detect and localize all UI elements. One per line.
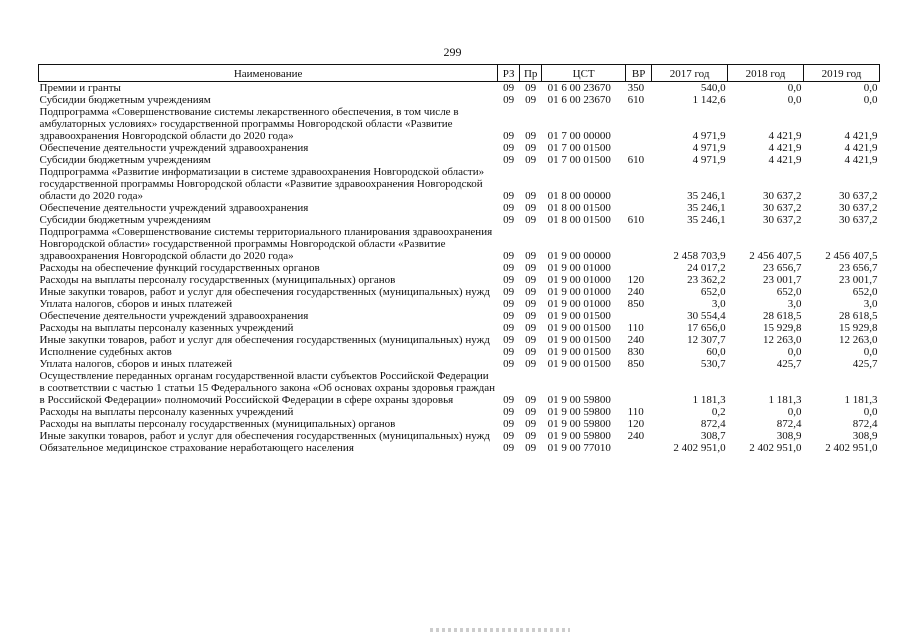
cell-pr: 09	[525, 298, 537, 310]
cell-pr: 09	[525, 310, 537, 322]
cell-rz: 09	[503, 298, 515, 310]
cell-2019: 28 618,5	[839, 310, 878, 322]
cell-2019: 4 421,9	[844, 130, 878, 142]
cell-name: Уплата налогов, сборов и иных платежей	[39, 298, 233, 310]
cell-rz: 09	[503, 142, 515, 154]
cell-2018: 2 456 407,5	[749, 250, 802, 262]
cell-2018: 425,7	[776, 358, 802, 370]
cell-pr: 09	[525, 262, 537, 274]
cell-name: Подпрограмма «Совершенствование системы территориального планирования здравоохранения Новгородской области» государственной программы Новгородской области «Развитие здравоохранения Новгородской области до 2020 года»	[39, 226, 493, 262]
cell-rz: 09	[503, 418, 515, 430]
cell-2017: 35 246,1	[687, 190, 726, 202]
cell-2019: 4 421,9	[844, 154, 878, 166]
header-name: Наименование	[39, 65, 498, 82]
cell-cst: 01 8 00 01500	[547, 202, 611, 214]
cell-2018: 1 181,3	[768, 394, 802, 406]
cell-2017: 4 971,9	[692, 142, 726, 154]
cell-rz: 09	[503, 286, 515, 298]
cell-2017: 3,0	[711, 298, 726, 310]
cell-rz: 09	[503, 262, 515, 274]
header-2019: 2019 год	[804, 65, 880, 82]
cell-vr	[626, 226, 652, 262]
cell-2018: 652,0	[776, 286, 802, 298]
cell-vr	[626, 442, 652, 454]
table-row	[39, 262, 880, 274]
cell-2018: 0,0	[787, 346, 802, 358]
cell-vr: 240	[627, 430, 645, 442]
cell-2019: 30 637,2	[839, 190, 878, 202]
table-row	[39, 418, 880, 430]
cell-name: Подпрограмма «Совершенствование системы лекарственного обеспечения, в том числе в амбулаторных условиях» государственной программы Новгородской области «Развитие здравоохранения Новгородской области до 2020 года»	[39, 106, 459, 142]
cell-2017: 872,4	[700, 418, 726, 430]
table-row	[39, 82, 880, 95]
cell-2018: 2 402 951,0	[749, 442, 802, 454]
cell-vr: 830	[627, 346, 645, 358]
cell-name: Обеспечение деятельности учреждений здравоохранения	[39, 142, 309, 154]
cell-pr: 09	[525, 430, 537, 442]
cell-vr: 610	[627, 154, 645, 166]
cell-pr: 09	[525, 322, 537, 334]
header-vr: ВР	[626, 65, 652, 82]
table-row	[39, 142, 880, 154]
cell-vr	[626, 202, 652, 214]
table-row	[39, 442, 880, 454]
cell-pr: 09	[525, 442, 537, 454]
cell-2017: 30 554,4	[687, 310, 726, 322]
cell-name: Обеспечение деятельности учреждений здравоохранения	[39, 310, 309, 322]
page-number: 299	[443, 45, 462, 59]
cell-2019: 30 637,2	[839, 202, 878, 214]
cell-vr	[626, 106, 652, 142]
cell-vr: 120	[627, 274, 645, 286]
cell-cst: 01 9 00 01000	[547, 274, 611, 286]
cell-2019: 0,0	[863, 406, 878, 418]
cell-2017: 0,2	[711, 406, 726, 418]
cell-rz: 09	[503, 406, 515, 418]
cell-name: Иные закупки товаров, работ и услуг для обеспечения государственных (муниципальных) нужд	[39, 430, 490, 442]
cell-pr: 09	[525, 94, 537, 106]
cell-name: Обеспечение деятельности учреждений здравоохранения	[39, 202, 309, 214]
cell-vr: 850	[627, 298, 645, 310]
cell-vr	[626, 166, 652, 202]
cell-2019: 12 263,0	[839, 334, 878, 346]
cell-2018: 0,0	[787, 82, 802, 94]
cell-vr: 350	[627, 82, 645, 94]
cell-vr	[626, 370, 652, 406]
cell-pr: 09	[525, 406, 537, 418]
header-2018: 2018 год	[728, 65, 804, 82]
cell-name: Осуществление переданных органам государственной власти субъектов Российской Федерации в соответствии с частью 1 статьи 15 Федерального закона «Об основах охраны здоровья граждан в Российской Федерации» полномочий Российской Федерации в сфере охраны здоровья	[39, 370, 496, 406]
cell-pr: 09	[525, 394, 537, 406]
cell-2018: 12 263,0	[763, 334, 802, 346]
cell-rz: 09	[503, 394, 515, 406]
cell-cst: 01 9 00 59800	[547, 394, 611, 406]
cell-2018: 15 929,8	[763, 322, 802, 334]
cell-name: Субсидии бюджетным учреждениям	[39, 214, 211, 226]
cell-name: Премии и гранты	[39, 82, 121, 94]
cell-2019: 3,0	[863, 298, 878, 310]
cell-cst: 01 9 00 01500	[547, 334, 611, 346]
cell-pr: 09	[525, 418, 537, 430]
cell-pr: 09	[525, 274, 537, 286]
table-row	[39, 226, 880, 262]
cell-cst: 01 9 00 77010	[547, 442, 611, 454]
table-row	[39, 166, 880, 202]
cell-pr: 09	[525, 130, 537, 142]
table-row	[39, 94, 880, 106]
cell-rz: 09	[503, 346, 515, 358]
cell-rz: 09	[503, 190, 515, 202]
cell-2018: 4 421,9	[768, 130, 802, 142]
cell-2018: 30 637,2	[763, 202, 802, 214]
cell-cst: 01 9 00 01000	[547, 262, 611, 274]
table-row	[39, 370, 880, 406]
cell-2017: 4 971,9	[692, 154, 726, 166]
table-row	[39, 310, 880, 322]
cell-2018: 28 618,5	[763, 310, 802, 322]
cell-pr: 09	[525, 334, 537, 346]
cell-2017: 60,0	[706, 346, 726, 358]
cell-2018: 4 421,9	[768, 154, 802, 166]
cell-rz: 09	[503, 214, 515, 226]
cell-2018: 30 637,2	[763, 190, 802, 202]
table-row	[39, 406, 880, 418]
cell-pr: 09	[525, 190, 537, 202]
cell-rz: 09	[503, 250, 515, 262]
scan-artifact	[430, 628, 570, 632]
cell-2019: 15 929,8	[839, 322, 878, 334]
table-body	[39, 82, 880, 455]
cell-2019: 1 181,3	[844, 394, 878, 406]
table-row	[39, 334, 880, 346]
cell-2019: 30 637,2	[839, 214, 878, 226]
cell-pr: 09	[525, 250, 537, 262]
table-row	[39, 358, 880, 370]
cell-pr: 09	[525, 154, 537, 166]
table-header-row	[39, 65, 880, 82]
cell-cst: 01 9 00 01500	[547, 310, 611, 322]
cell-vr: 610	[627, 214, 645, 226]
cell-cst: 01 6 00 23670	[547, 94, 611, 106]
cell-cst: 01 9 00 59800	[547, 406, 611, 418]
table-row	[39, 322, 880, 334]
header-rz: РЗ	[498, 65, 520, 82]
cell-cst: 01 6 00 23670	[547, 82, 611, 94]
cell-2017: 1 142,6	[692, 94, 726, 106]
cell-rz: 09	[503, 430, 515, 442]
cell-cst: 01 7 00 01500	[547, 154, 611, 166]
cell-name: Иные закупки товаров, работ и услуг для обеспечения государственных (муниципальных) нужд	[39, 334, 490, 346]
cell-2019: 0,0	[863, 94, 878, 106]
cell-2018: 0,0	[787, 406, 802, 418]
cell-cst: 01 9 00 59800	[547, 418, 611, 430]
cell-rz: 09	[503, 274, 515, 286]
cell-cst: 01 9 00 59800	[547, 430, 611, 442]
cell-name: Иные закупки товаров, работ и услуг для обеспечения государственных (муниципальных) нужд	[39, 286, 490, 298]
cell-2017: 2 402 951,0	[673, 442, 726, 454]
cell-2019: 0,0	[863, 82, 878, 94]
cell-cst: 01 9 00 01500	[547, 346, 611, 358]
cell-name: Расходы на выплаты персоналу казенных учреждений	[39, 406, 294, 418]
cell-cst: 01 9 00 01000	[547, 298, 611, 310]
cell-vr: 610	[627, 94, 645, 106]
table-row	[39, 274, 880, 286]
cell-cst: 01 8 00 00000	[547, 190, 611, 202]
cell-2017: 23 362,2	[687, 274, 726, 286]
cell-pr: 09	[525, 214, 537, 226]
cell-2019: 652,0	[852, 286, 878, 298]
cell-2017: 530,7	[700, 358, 726, 370]
cell-2018: 872,4	[776, 418, 802, 430]
cell-2019: 0,0	[863, 346, 878, 358]
cell-rz: 09	[503, 310, 515, 322]
table-row	[39, 430, 880, 442]
cell-vr: 110	[627, 406, 644, 418]
cell-2018: 4 421,9	[768, 142, 802, 154]
cell-vr: 240	[627, 286, 645, 298]
cell-vr: 120	[627, 418, 645, 430]
table-row	[39, 214, 880, 226]
cell-2017: 12 307,7	[687, 334, 726, 346]
cell-2017: 24 017,2	[687, 262, 726, 274]
cell-2017: 35 246,1	[687, 202, 726, 214]
cell-cst: 01 8 00 01500	[547, 214, 611, 226]
cell-2019: 308,9	[852, 430, 878, 442]
cell-vr: 110	[627, 322, 644, 334]
cell-cst: 01 9 00 01000	[547, 286, 611, 298]
cell-rz: 09	[503, 442, 515, 454]
table-row	[39, 298, 880, 310]
cell-name: Расходы на выплаты персоналу государственных (муниципальных) органов	[39, 418, 396, 430]
cell-name: Расходы на выплаты персоналу государственных (муниципальных) органов	[39, 274, 396, 286]
cell-2019: 23 001,7	[839, 274, 878, 286]
cell-rz: 09	[503, 94, 515, 106]
cell-2017: 4 971,9	[692, 130, 726, 142]
cell-2017: 308,7	[700, 430, 726, 442]
cell-vr	[626, 262, 652, 274]
cell-pr: 09	[525, 82, 537, 94]
table-row	[39, 154, 880, 166]
cell-vr: 850	[627, 358, 645, 370]
cell-name: Расходы на выплаты персоналу казенных учреждений	[39, 322, 294, 334]
header-pr: Пр	[520, 65, 542, 82]
cell-pr: 09	[525, 346, 537, 358]
cell-pr: 09	[525, 286, 537, 298]
cell-2017: 1 181,3	[692, 394, 726, 406]
cell-rz: 09	[503, 202, 515, 214]
cell-2018: 0,0	[787, 94, 802, 106]
cell-rz: 09	[503, 358, 515, 370]
cell-2019: 872,4	[852, 418, 878, 430]
cell-vr	[626, 310, 652, 322]
table-row	[39, 346, 880, 358]
cell-name: Субсидии бюджетным учреждениям	[39, 94, 211, 106]
cell-vr: 240	[627, 334, 645, 346]
cell-pr: 09	[525, 142, 537, 154]
cell-rz: 09	[503, 82, 515, 94]
cell-2019: 2 456 407,5	[825, 250, 878, 262]
cell-vr	[626, 142, 652, 154]
cell-pr: 09	[525, 358, 537, 370]
table-row	[39, 106, 880, 142]
header-2017: 2017 год	[652, 65, 728, 82]
cell-2017: 540,0	[700, 82, 726, 94]
cell-cst: 01 9 00 01500	[547, 322, 611, 334]
cell-name: Уплата налогов, сборов и иных платежей	[39, 358, 233, 370]
cell-name: Субсидии бюджетным учреждениям	[39, 154, 211, 166]
cell-2017: 652,0	[700, 286, 726, 298]
cell-2019: 425,7	[852, 358, 878, 370]
cell-pr: 09	[525, 202, 537, 214]
header-cst: ЦСТ	[542, 65, 626, 82]
cell-2017: 2 458 703,9	[673, 250, 726, 262]
cell-name: Расходы на обеспечение функций государственных органов	[39, 262, 320, 274]
table-row	[39, 286, 880, 298]
cell-2018: 23 001,7	[763, 274, 802, 286]
cell-2017: 17 656,0	[687, 322, 726, 334]
cell-2018: 30 637,2	[763, 214, 802, 226]
cell-2018: 3,0	[787, 298, 802, 310]
cell-name: Подпрограмма «Развитие информатизации в системе здравоохранения Новгородской области» государственной программы Новгородской области «Развитие здравоохранения Новгородской области до 2020 года»	[39, 166, 485, 202]
cell-cst: 01 7 00 01500	[547, 142, 611, 154]
cell-2017: 35 246,1	[687, 214, 726, 226]
budget-table	[38, 64, 880, 454]
cell-name: Обязательное медицинское страхование неработающего населения	[39, 442, 354, 454]
cell-2019: 2 402 951,0	[825, 442, 878, 454]
cell-2019: 4 421,9	[844, 142, 878, 154]
table-row	[39, 202, 880, 214]
cell-cst: 01 9 00 00000	[547, 250, 611, 262]
cell-cst: 01 9 00 01500	[547, 358, 611, 370]
cell-rz: 09	[503, 334, 515, 346]
cell-rz: 09	[503, 130, 515, 142]
cell-rz: 09	[503, 154, 515, 166]
cell-name: Исполнение судебных актов	[39, 346, 172, 358]
cell-2018: 308,9	[776, 430, 802, 442]
cell-cst: 01 7 00 00000	[547, 130, 611, 142]
cell-2018: 23 656,7	[763, 262, 802, 274]
cell-rz: 09	[503, 322, 515, 334]
cell-2019: 23 656,7	[839, 262, 878, 274]
